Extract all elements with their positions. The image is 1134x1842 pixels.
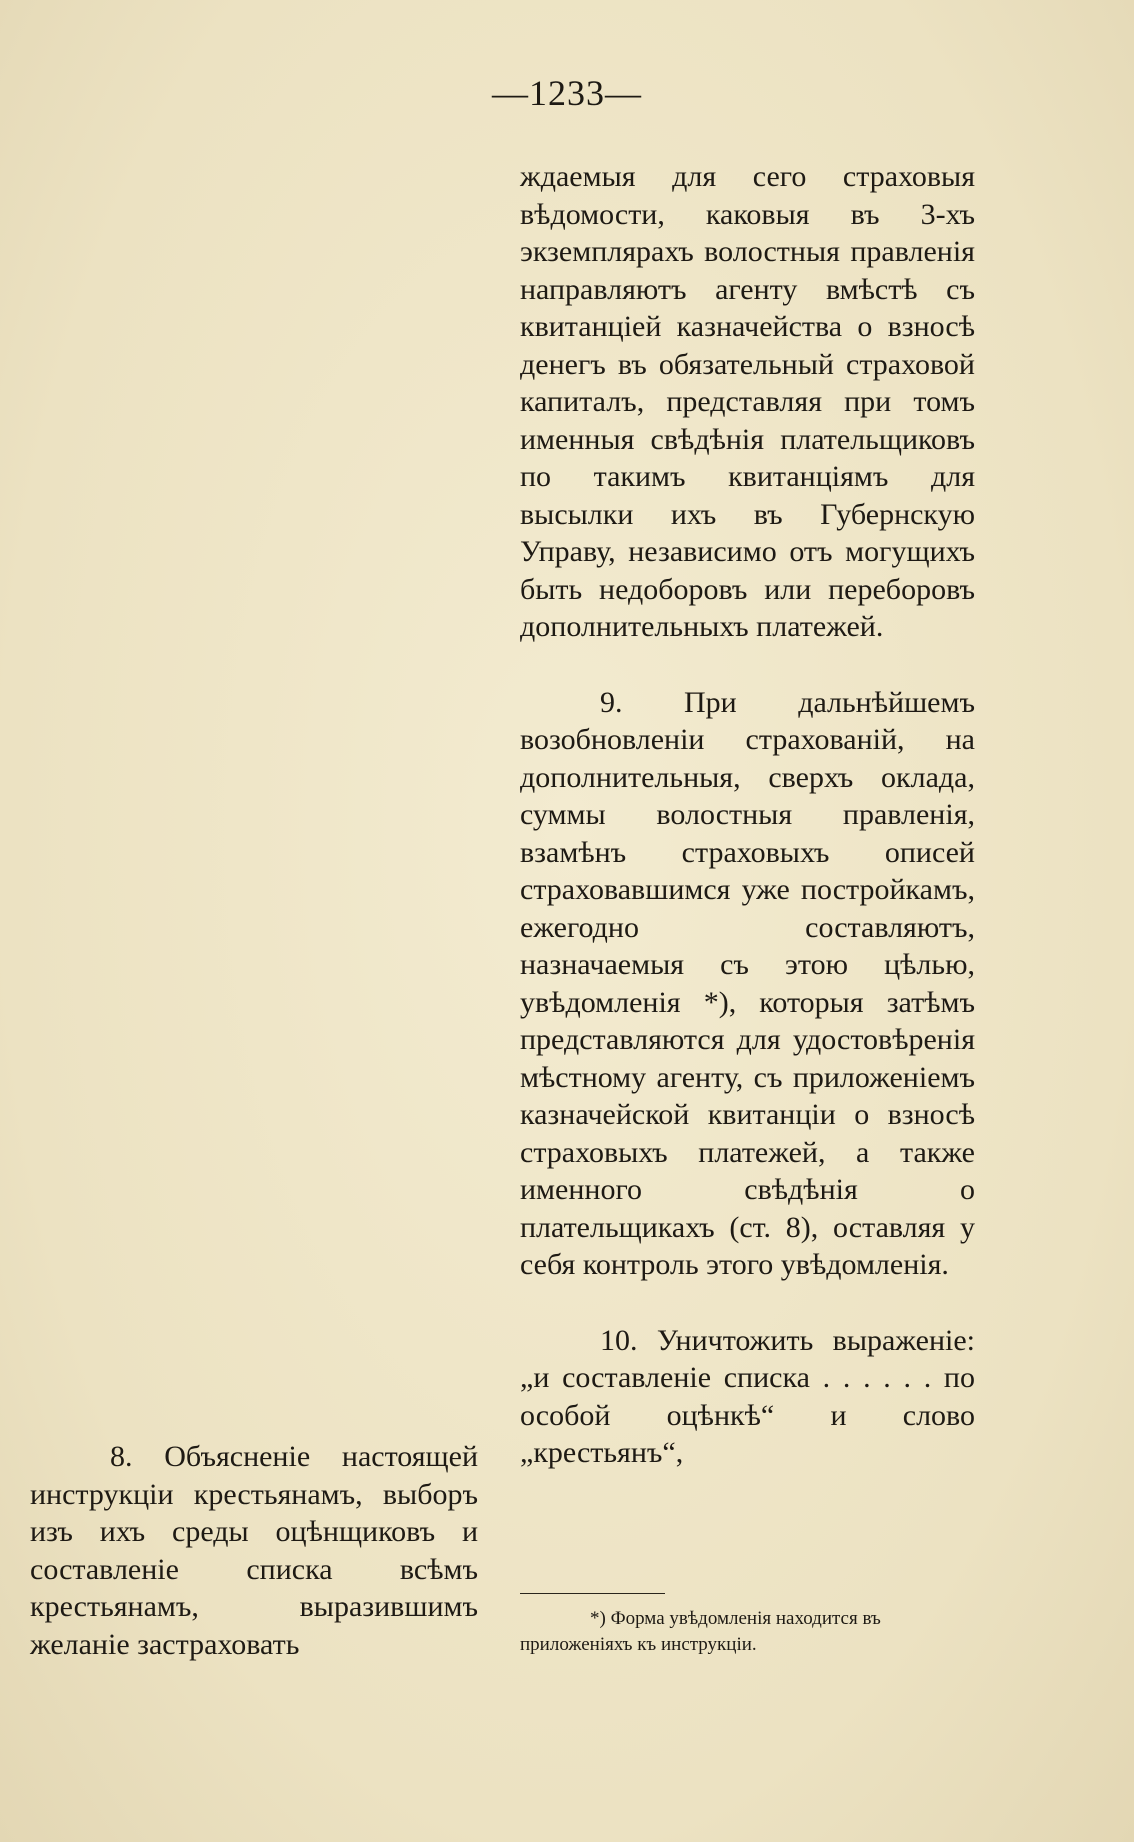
left-column: [30, 1438, 478, 1663]
footnote-text: *) Форма увѣдомленія находится въ приложеніяхъ къ инструкціи.: [520, 1608, 881, 1655]
continued-paragraph: ждаемыя для сего страховыя вѣдомости, каковыя въ 3-хъ экземплярахъ волостныя правленія направляютъ агенту вмѣстѣ съ квитанціей казначейства о взносѣ денегъ въ обязательный страховой капиталъ, представляя при томъ именныя свѣдѣнія плательщиковъ по такимъ квитанціямъ для высылки ихъ въ Губернскую Управу, независимо отъ могущихъ быть недоборовъ или переборовъ дополнительныхъ платежей.: [520, 160, 975, 643]
footnote-divider: [520, 1593, 665, 1594]
paragraph-gap: [520, 646, 975, 684]
footnote: [520, 1606, 975, 1658]
paragraph-10: 10. Уничтожить выраженіе: „и составленіе списка . . . . . . по особой оцѣнкѣ“ и слово „крестьянъ“,: [520, 1323, 975, 1469]
paragraph-8: 8. Объясненіе настоящей инструкціи крестьянамъ, выборъ изъ ихъ среды оцѣнщиковъ и составленіе списка всѣмъ крестьянамъ, выразившимъ желаніе застраховать: [30, 1440, 478, 1661]
paragraph-gap: [520, 1284, 975, 1322]
right-column: [520, 158, 975, 1472]
page-number: —1233—: [492, 73, 642, 113]
paragraph-9: 9. При дальнѣйшемъ возобновленіи страхованій, на дополнительныя, сверхъ оклада, суммы волостныя правленія, взамѣнъ страховыхъ описей страховавшимся уже постройкамъ, ежегодно составляютъ, назначаемыя съ этою цѣлью, увѣдомленія *), которыя затѣмъ представляются для удостовѣренія мѣстному агенту, съ приложеніемъ казначейской квитанціи о взносѣ страховыхъ платежей, а также именного свѣдѣнія о плательщикахъ (ст. 8), оставляя у себя контроль этого увѣдомленія.: [520, 685, 975, 1281]
